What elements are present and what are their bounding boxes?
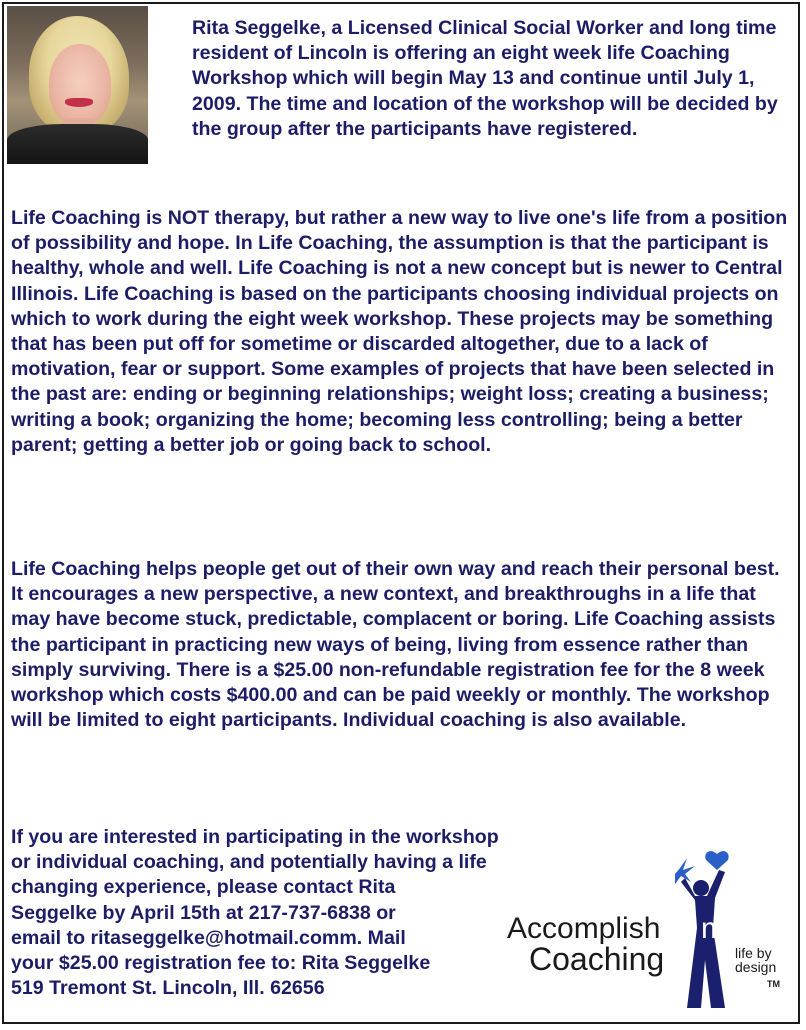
accomplishment-coaching-logo bbox=[505, 848, 795, 1018]
intro-paragraph: Rita Seggelke, a Licensed Clinical Social Worker and long time resident of Lincoln is offering an eight week life Coaching Workshop which will begin May 13 and continue until July 1, 2009. The time and location of the workshop will be decided by the group after the participants have registered. bbox=[192, 17, 778, 140]
contact-line: Seggelke by April 15th at 217-737-6838 or bbox=[11, 901, 396, 924]
logo-tagline-2: design bbox=[735, 959, 777, 975]
contact-line: If you are interested in participating in the workshop bbox=[11, 826, 499, 848]
logo-tagline-1: life by bbox=[735, 945, 772, 961]
life-coaching-paragraph: Life Coaching is NOT therapy, but rather a new way to live one's life from a position of possibility and hope. In Life Coaching, the assumption is that the participant is healthy, whole and well. Life Coaching is not a new concept but is newer to Central Illinois. Life Coaching is based on the participants choosing individual projects on which to work during the eight week workshop. These projects may be something that has been put off for sometime or discarded altogether, due to a lack of motivation, fear or support. Some examples of projects that have been selected in the past are: ending or beginning relationships; weight loss; creating a business; writing a book; organizing the home; becoming less controlling; being a better parent; getting a better job or going back to school. bbox=[11, 207, 788, 456]
contact-line: email to ritaseggelke@hotmail.comm. Mail bbox=[11, 926, 406, 949]
contact-paragraph bbox=[11, 825, 511, 1001]
contact-line: 519 Tremont St. Lincoln, Ill. 62656 bbox=[11, 977, 325, 1000]
contact-line: changing experience, please contact Rita bbox=[11, 876, 396, 899]
contact-line: your $25.00 registration fee to: Rita Seggelke bbox=[11, 952, 431, 975]
logo-trademark: TM bbox=[767, 979, 780, 989]
logo-word-accomplish: Accomplish bbox=[507, 912, 661, 945]
benefits-paragraph: Life Coaching helps people get out of their own way and reach their personal best. It encourages a new perspective, a new context, and breakthroughs in a life that may have become stuck, predictable, complacent or boring. Life Coaching assists the participant in practicing new ways of being, living from essence rather than simply surviving. There is a $25.00 non-refundable registration fee for the 8 week workshop which costs $400.00 and can be paid weekly or monthly. The workshop will be limited to eight participants. Individual coaching is also available. bbox=[11, 558, 780, 732]
logo-word-ment: ment bbox=[701, 912, 768, 945]
logo-word-coaching: Coaching bbox=[529, 941, 665, 977]
portrait-photo bbox=[7, 6, 148, 164]
contact-line: or individual coaching, and potentially having a life bbox=[11, 851, 487, 874]
